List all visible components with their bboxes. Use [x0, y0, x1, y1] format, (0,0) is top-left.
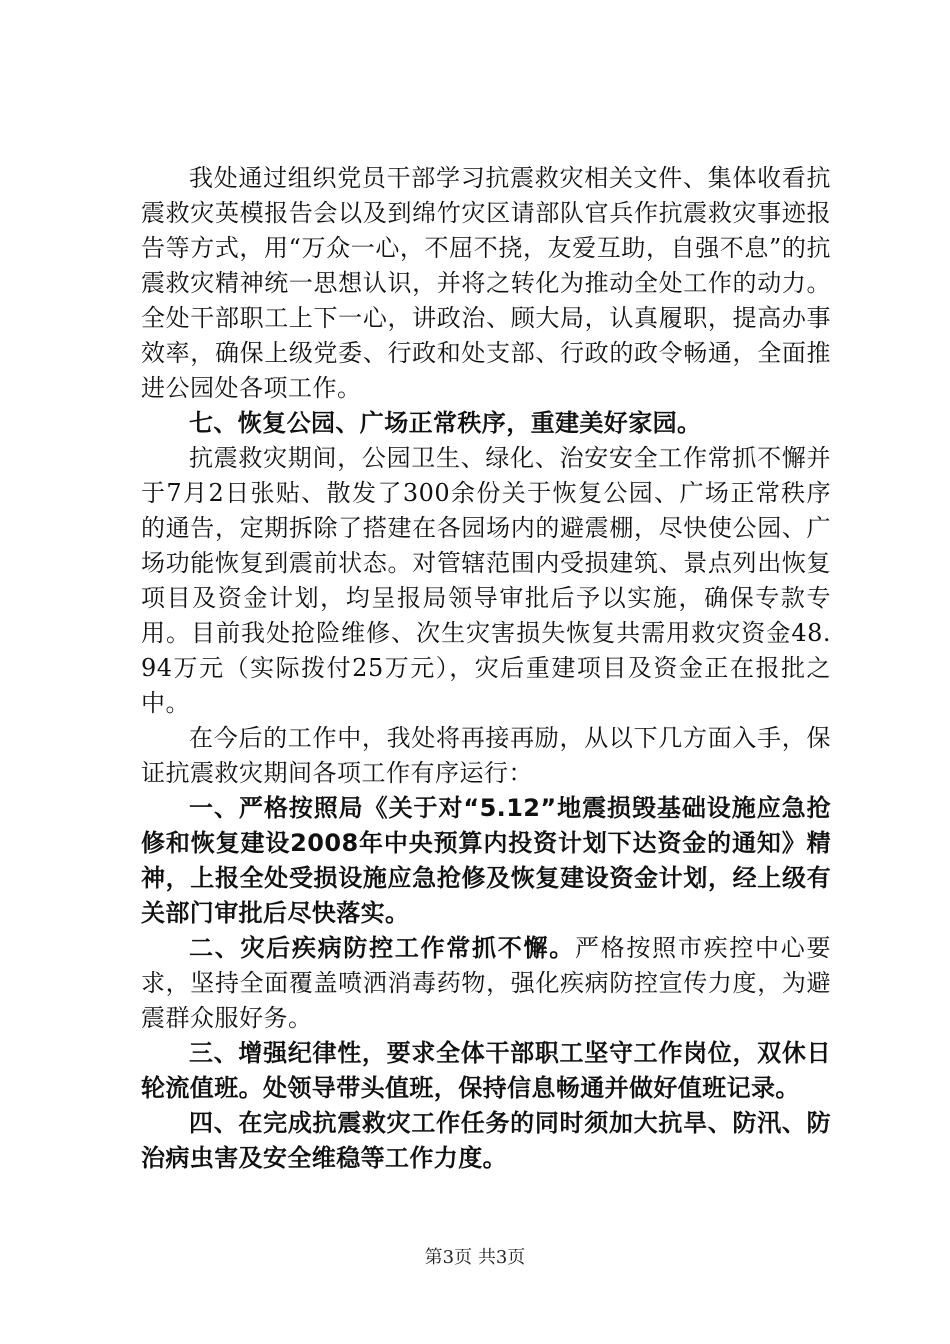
- item-4: 四、在完成抗震救灾工作任务的同时须加大抗旱、防汛、防治病虫害及安全维稳等工作力度。: [141, 1109, 831, 1172]
- paragraph-3: 抗震救灾期间，公园卫生、绿化、治安安全工作常抓不懈并于7月2日张贴、散发了300余份关于恢复公园、广场正常秩序的通告，定期拆除了搭建在各园场内的避震棚，尽快使公园、广场功能恢复到震前状态。对管辖范围内受损建筑、景点列出恢复项目及资金计划，均呈报局领导审批后予以实施，确保专款专用。目前我处抢险维修、次生灾害损失恢复共需用救灾资金48.94万元（实际拨付25万元），灾后重建项目及资金正在报批之中。: [141, 444, 831, 717]
- document-body: [141, 161, 831, 1176]
- paragraph-1: 我处通过组织党员干部学习抗震救灾相关文件、集体收看抗震救灾英模报告会以及到绵竹灾区请部队官兵作抗震救灾事迹报告等方式，用“万众一心，不屈不挠，友爱互助，自强不息”的抗震救灾精神统一思想认识，并将之转化为推动全处工作的动力。全处干部职工上下一心，讲政治、顾大局，认真履职，提高办事效率，确保上级党委、行政和处支部、行政的政令畅通，全面推进公园处各项工作。: [141, 164, 831, 402]
- section-heading-7: 七、恢复公园、广场正常秩序，重建美好家园。: [189, 409, 702, 437]
- item-2-lead: 二、灾后疾病防控工作常抓不懈。: [189, 934, 575, 962]
- page-footer: 第3页 共3页: [424, 1247, 526, 1268]
- item-3: 三、增强纪律性，要求全体干部职工坚守工作岗位，双休日轮流值班。处领导带头值班，保持信息畅通并做好值班记录。: [141, 1039, 831, 1102]
- item-2: [141, 931, 831, 1036]
- paragraph-4: 在今后的工作中，我处将再接再励，从以下几方面入手，保证抗震救灾期间各项工作有序运行：: [141, 724, 831, 787]
- item-1: 一、严格按照局《关于对“5.12”地震损毁基础设施应急抢修和恢复建设2008年中央预算内投资计划下达资金的通知》精神，上报全处受损设施应急抢修及恢复建设资金计划，经上级有关部门审批后尽快落实。: [141, 794, 831, 927]
- item-2-text: 严格按照市疾控中心要求，坚持全面覆盖喷洒消毒药物，强化疾病防控宣传力度，为避震群众服好务。: [141, 934, 831, 1032]
